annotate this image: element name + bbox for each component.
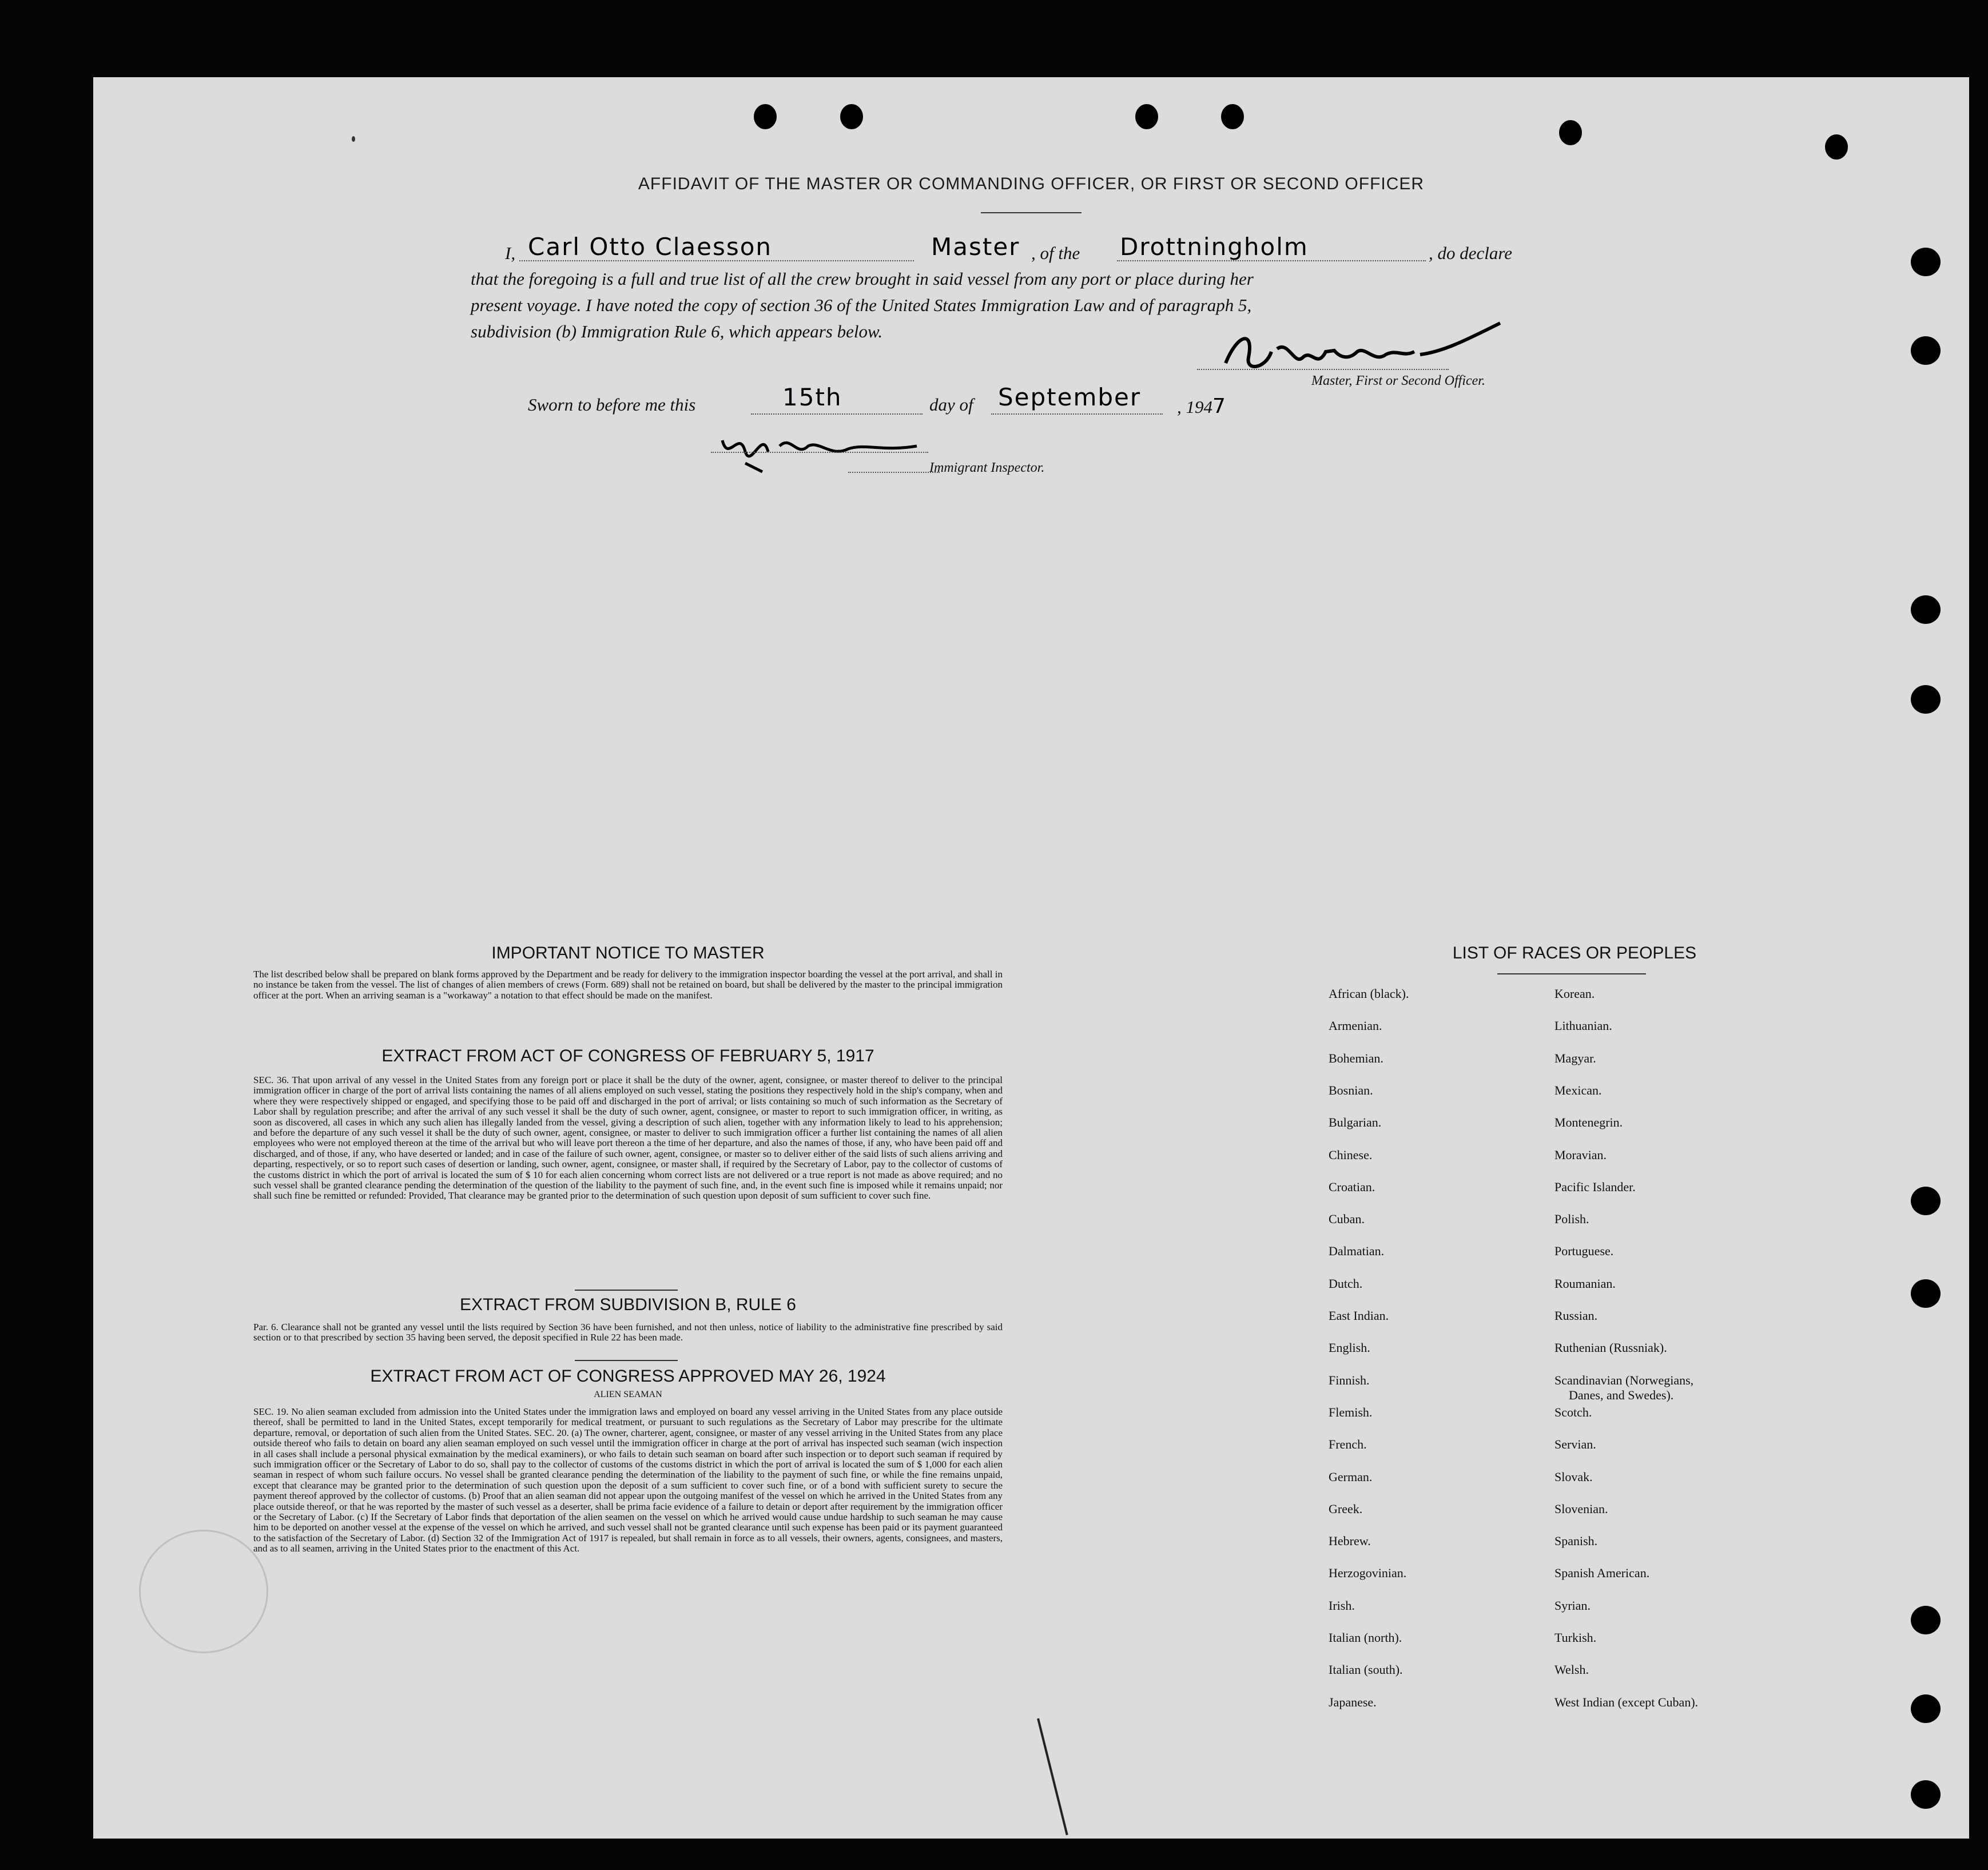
punch-hole [1221,104,1244,129]
race-item: Polish. [1554,1212,1589,1227]
extract-1924-title: EXTRACT FROM ACT OF CONGRESS APPROVED MAY 26, 1924 [370,1367,886,1386]
race-item: Scotch. [1554,1405,1592,1419]
declaration-line: I, [505,243,516,263]
race-item: African (black). [1329,986,1409,1001]
race-item: West Indian (except Cuban). [1554,1694,1699,1709]
section-rule [575,1290,678,1291]
inspector-dotted-line [711,452,928,453]
document-sheet [93,77,1969,1839]
punch-hole [1911,1279,1941,1308]
race-item: Servian. [1554,1437,1596,1452]
sworn-label: Sworn to before me this [528,395,696,415]
race-item: Roumanian. [1554,1276,1616,1291]
race-item: Mexican. [1554,1083,1602,1097]
punch-hole [1911,1780,1941,1809]
punch-hole [1911,685,1941,714]
year-label: , 1947 [1177,395,1227,418]
master-signature-label: Master, First or Second Officer. [1311,373,1485,388]
race-item: Spanish. [1554,1534,1598,1549]
extract-rule6-text: Par. 6. Clearance shall not be granted any vessel until the lists required by Section 36 have been furnished, and not then unless, notice of liability to the administrative fine prescribed by said section or to that prescribed by section 35 having been served, the deposit specified in Rule 22 has been made. [253,1322,1003,1343]
punch-hole [1911,336,1941,365]
affidavit-title: AFFIDAVIT OF THE MASTER OR COMMANDING OFFICER, OR FIRST OR SECOND OFFICER [638,174,1425,193]
race-item: English. [1329,1340,1370,1355]
race-item: Dalmatian. [1329,1244,1385,1259]
extract-1924-text: SEC. 19. No alien seaman excluded from admission into the United States under the immigration laws and employed on board any vessel arriving in the United States from any place outside thereof, shall be permitted to land in the United States, except temporarily for medical treatment, or pursuant to such regulations as the Secretary of Labor may prescribe for the ultimate departure, removal, or deportation of such alien from the United States. SEC. 20. (a) The owner, charterer, agent, consignee, or master of any vessel arriving in the United States from any place outside thereof who fails to detain on board any alien seaman employed on such vessel until the immigration officer in charge at the port of arrival has inspected such seaman (wich inspection in all cases shall include a personal physical exmaination by the medical examiners), or who fails to detain such seaman on board after such inspection or to deport such seaman if required by such immigration officer or the Secretary of Labor to do so, shall pay to the collector of customs of the customs district in which the port of arrival is located the sum of $ 1,000 for each alien seaman in respect of whom such failure occurs. No vessel shall be granted clearance pending the determination of the liability to the payment of such fine, or while the fine remains unpaid, except that clearance may be granted prior to the determination of such question upon the deposit of a sum sufficient to cover such fine, or of a bond with sufficient surety to secure the payment thereof approved by the collector of customs. (b) Proof that an alien seaman did not appear upon the outgoing manifest of the vessel on which he arrived in the United States from any place outside thereof, or that he was reported by the master of such vessel as a deserter, shall be prima facie evidence of a failure to detain or deport after requirement by the immigration officer or the Secretary of Labor. (c) If the Secretary of Labor finds that deportation of the alien seamen on the vessel on which he arrived would cause undue hardship to such seaman he may cause him to be deported on another vessel at the expense of the vessel on which he arrived, and such vessel shall not be granted clearance until such expense has been paid or its payment guaranteed to the satisfaction of the Secretary of Labor. (d) Section 32 of the Immigration Act of 1917 is repealed, but shall remain in force as to all vessels, their owners, agents, consignees, and masters, and as to all seamen, arriving in the United States prior to the enactment of this Act. [253,1406,1003,1554]
section-rule [575,1360,678,1361]
signature-dotted-line [1197,369,1449,370]
extract-1917-text: SEC. 36. That upon arrival of any vessel in the United States from any foreign port or place it shall be the duty of the owner, agent, consignee, or master thereof to deliver to the principal immigration officer in charge of the port of arrival lists containing the names of all aliens employed on such vessel, stating the positions they respectively hold in the ship's company, when and where they were respectively shipped or engaged, and specifying those to be paid off and discharged in the port of arrival; or lists containing so much of such information as the Secretary of Labor shall by regulation prescribe; and after the arrival of any such vessel it shall be the duty of such owner, agent, consignee, or master to report to such immigration officer, in writing, as soon as discovered, all cases in which any such alien has illegally landed from the vessel, giving a description of such alien, together with any information likely to lead to his apprehension; and before the departure of any such vessel it shall be the duty of such owner, agent, consignee, or master to deliver to such immigration officer a further list containing the names of all alien employees who were not employed thereon at the time of the arrival but who will leave port thereon a the time of her departure, and also the names of those, if any, who have been paid off and discharged, and of those, if any, who have deserted or landed; and in case of the failure of such owner, agent, consignee, or master so to deliver either of the said lists of such aliens arriving and departing, respectively, or so to report such cases of desertion or landing, such owner, agent, consignee, or master shall, if required by the Secretary of Labor, pay to the collector of customs of the customs district in which the port of arrival is located the sum of $ 10 for each alien concerning whom correct lists are not delivered or a true report is not made as above required; and no such vessel shall be granted clearance pending the determination of the question of the liability to the payment of such fine, and, in the event such fine is imposed while it remains unpaid; nor shall such fine be remitted or refunded: Provided, That clearance may be granted prior to the determination of such question upon deposit of sum sufficient to cover such fine. [253,1075,1003,1201]
race-item: Italian (north). [1329,1630,1402,1645]
race-item: Portuguese. [1554,1244,1614,1259]
master-name-entry: Carl Otto Claesson [528,233,773,261]
title-rule [981,212,1082,213]
do-declare-label: , do declare [1429,243,1513,263]
body-line-1: that the foregoing is a full and true list of all the crew brought in said vessel from any port or place during her [471,269,1254,289]
race-item: Bulgarian. [1329,1115,1382,1130]
race-item: Korean. [1554,986,1595,1001]
race-item: Bosnian. [1329,1083,1373,1097]
race-item: Dutch. [1329,1276,1363,1291]
race-item: Danes, and Swedes). [1569,1387,1674,1402]
inspector-signature [711,417,928,475]
body-line-3: subdivision (b) Immigration Rule 6, which appears below. [471,321,883,341]
race-item: Slovenian. [1554,1501,1608,1516]
race-item: East Indian. [1329,1308,1389,1323]
of-the-label: , of the [1031,243,1080,263]
race-item: Armenian. [1329,1018,1382,1033]
punch-hole [754,104,777,129]
race-item: Russian. [1554,1308,1598,1323]
races-title: LIST OF RACES OR PEOPLES [1452,944,1697,962]
sworn-day-entry: 15th [782,383,842,411]
race-item: Spanish American. [1554,1566,1650,1581]
race-item: Italian (south). [1329,1662,1403,1677]
extract-1917-title: EXTRACT FROM ACT OF CONGRESS OF FEBRUARY 5, 1917 [381,1047,874,1065]
race-item: Irish. [1329,1598,1355,1613]
punch-hole [1135,104,1158,129]
name-dotted-line [519,260,914,261]
specks [352,136,355,142]
faded-seal-stamp [139,1530,268,1653]
race-item: Pacific Islander. [1554,1179,1636,1194]
race-item: Ruthenian (Russniak). [1554,1340,1667,1355]
race-item: Flemish. [1329,1405,1373,1419]
paper-crack [1037,1718,1068,1836]
race-item: Slovak. [1554,1469,1593,1484]
punch-hole [1559,120,1582,145]
punch-hole [1825,134,1848,160]
race-item: Moravian. [1554,1147,1607,1162]
punch-hole [840,104,863,129]
race-item: Scandinavian (Norwegians, [1554,1372,1694,1387]
race-item: Lithuanian. [1554,1018,1612,1033]
race-item: Welsh. [1554,1662,1589,1677]
day-of-label: day of [929,395,973,415]
race-item: Cuban. [1329,1212,1365,1227]
vessel-entry: Drottningholm [1120,233,1309,261]
races-title-rule [1497,973,1646,974]
race-item: Turkish. [1554,1630,1597,1645]
inspector-label: Immigrant Inspector. [929,460,1045,475]
race-item: German. [1329,1469,1373,1484]
day-dotted-line [751,413,923,415]
extract-rule6-title: EXTRACT FROM SUBDIVISION B, RULE 6 [460,1295,796,1314]
race-item: Herzogovinian. [1329,1566,1407,1581]
punch-hole [1911,1187,1941,1215]
notice-title: IMPORTANT NOTICE TO MASTER [491,944,765,962]
race-item: Croatian. [1329,1179,1375,1194]
race-item: Greek. [1329,1501,1363,1516]
race-item: Japanese. [1329,1694,1377,1709]
race-item: Chinese. [1329,1147,1373,1162]
race-item: French. [1329,1437,1367,1452]
punch-hole [1911,1694,1941,1723]
race-item: Hebrew. [1329,1534,1371,1549]
punch-hole [1911,595,1941,624]
month-dotted-line [991,413,1163,415]
sworn-month-entry: September [998,383,1142,411]
race-item: Magyar. [1554,1051,1596,1065]
extract-1924-subtitle: ALIEN SEAMAN [594,1390,662,1399]
vessel-dotted-line [1117,260,1426,261]
race-item: Bohemian. [1329,1051,1383,1065]
race-item: Finnish. [1329,1372,1370,1387]
race-item: Montenegrin. [1554,1115,1623,1130]
punch-hole [1911,248,1941,276]
notice-text: The list described below shall be prepared on blank forms approved by the Department and be ready for delivery to the immigration inspector boarding the vessel at the port arrival, and shall in no instance be taken from the vessel. The list of changes of alien members of crews (Form. 689) shall not be retained on board, but shall be delivered by the master to the principal immigration officer at the port. When an arriving seaman is a "workaway" a notation to that effect should be made on the manifest. [253,969,1003,1001]
race-item: Syrian. [1554,1598,1591,1613]
rank-entry: Master [931,233,1020,261]
body-line-2: present voyage. I have noted the copy of section 36 of the United States Immigration Law and of paragraph 5, [471,295,1252,315]
punch-hole [1911,1606,1941,1634]
inspector-dotted-line-2 [848,472,940,473]
